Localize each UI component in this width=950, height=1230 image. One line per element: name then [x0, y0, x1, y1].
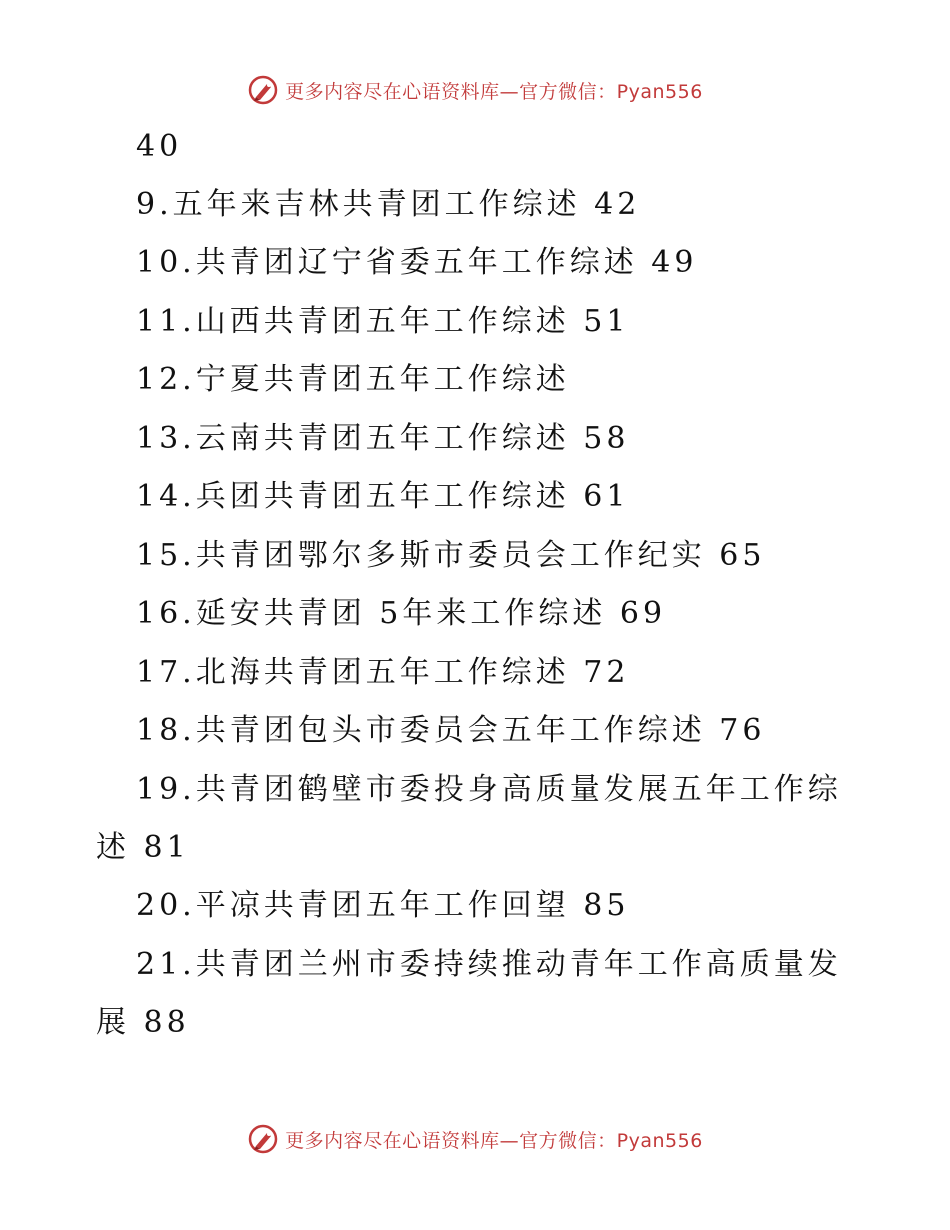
- watermark-text: 更多内容尽在心语资料库—官方微信：Pyan556: [285, 80, 703, 103]
- toc-line: 16.延安共青团 5年来工作综述 69: [136, 596, 667, 631]
- toc-line: 17.北海共青团五年工作综述 72: [136, 655, 630, 690]
- toc-line-continuation: 述 81: [96, 830, 190, 865]
- toc-line: 21.共青团兰州市委持续推动青年工作高质量发: [136, 947, 842, 982]
- toc-line: 10.共青团辽宁省委五年工作综述 49: [136, 245, 698, 280]
- toc-line-continuation: 展 88: [96, 1005, 190, 1040]
- toc-line: 18.共青团包头市委员会五年工作综述 76: [136, 713, 766, 748]
- toc-line: 15.共青团鄂尔多斯市委员会工作纪实 65: [136, 538, 766, 573]
- toc-line: 12.宁夏共青团五年工作综述: [136, 362, 570, 397]
- watermark-text: 更多内容尽在心语资料库—官方微信：Pyan556: [285, 1129, 703, 1152]
- footer-watermark: [0, 1119, 950, 1159]
- toc-line: 20.平凉共青团五年工作回望 85: [136, 888, 630, 923]
- toc-line: 11.山西共青团五年工作综述 51: [136, 304, 630, 339]
- toc-line: 14.兵团共青团五年工作综述 61: [136, 479, 630, 514]
- toc-line: 9.五年来吉林共青团工作综述 42: [136, 187, 641, 222]
- pen-logo-icon: [247, 1123, 279, 1155]
- toc-line: 13.云南共青团五年工作综述 58: [136, 421, 630, 456]
- toc-line: 40: [136, 129, 183, 164]
- toc-line: 19.共青团鹤壁市委投身高质量发展五年工作综: [136, 772, 842, 807]
